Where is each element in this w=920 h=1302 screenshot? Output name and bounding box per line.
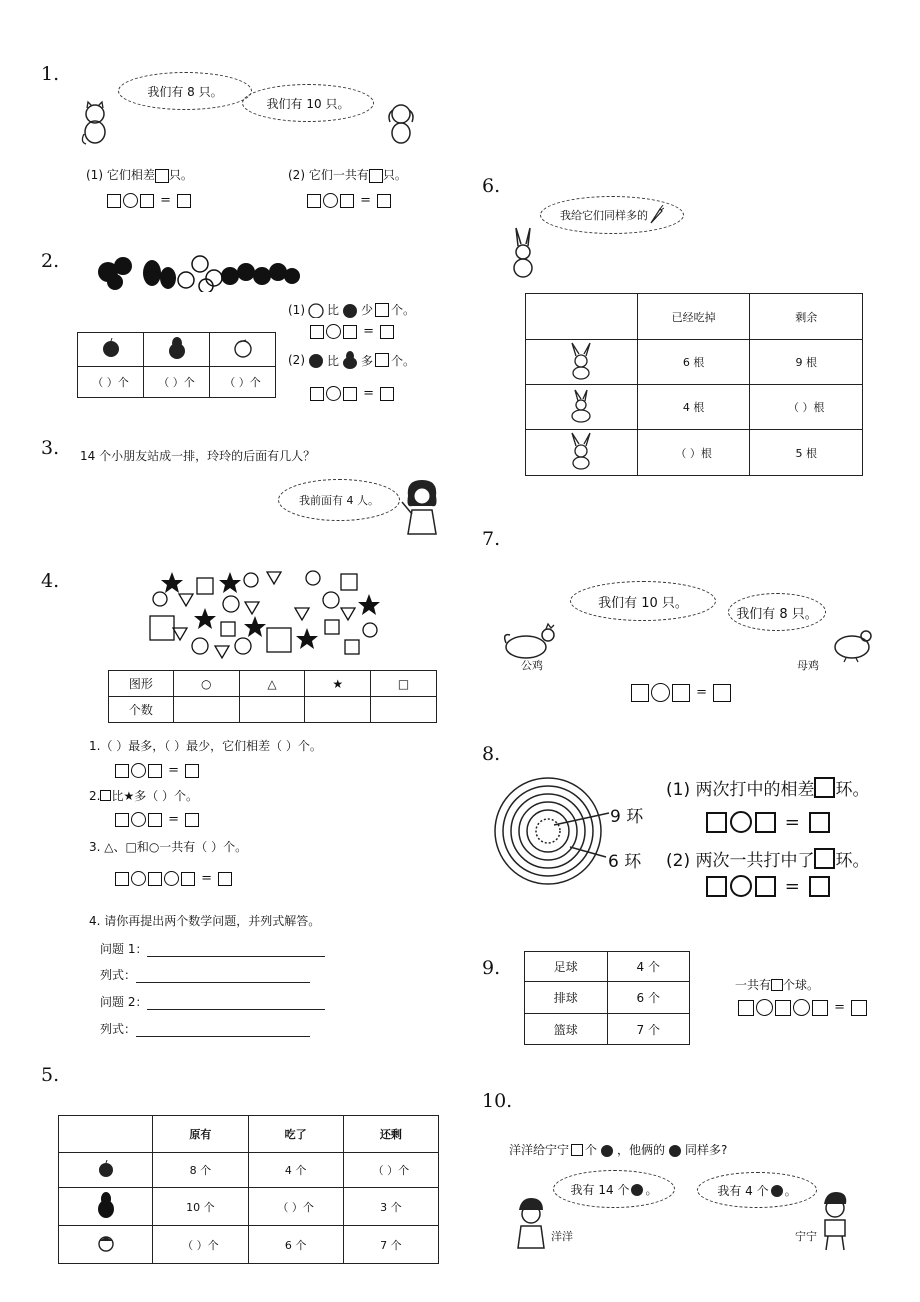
q1-equation-1: = <box>107 193 191 208</box>
equation-box[interactable] <box>713 684 731 702</box>
q8-equation-1: = <box>706 811 830 833</box>
operator-circle[interactable] <box>131 871 146 886</box>
q8-sub2: (2) 两次一共打中了 环。 <box>666 846 869 871</box>
shapes-illustration <box>145 566 385 662</box>
equation-box[interactable] <box>310 387 324 401</box>
star-shape <box>244 616 266 637</box>
q2-count-cell[interactable]: （ ）个 <box>210 367 276 398</box>
q9-equation: = <box>738 999 867 1016</box>
q5-answer-cell[interactable]: （ ）个 <box>153 1226 248 1264</box>
q2-count-cell[interactable]: （ ）个 <box>144 367 210 398</box>
cat-icon <box>78 100 112 146</box>
problem2-input[interactable] <box>147 997 325 1010</box>
fruit-group-illustration <box>96 246 302 292</box>
star-shape <box>358 594 380 615</box>
target-illustration <box>494 777 644 897</box>
q5-cell: 10 个 <box>153 1188 248 1226</box>
equation-box[interactable] <box>809 812 830 833</box>
apple-icon <box>769 1182 785 1198</box>
orange-icon <box>307 302 325 318</box>
circle-shape <box>323 592 339 608</box>
equation-box[interactable] <box>706 812 727 833</box>
q4-sub2: 2. 比★多（ ）个。 <box>89 788 199 803</box>
star-shape <box>194 608 216 629</box>
circle-symbol: ○ <box>173 671 239 697</box>
circle-shape <box>223 596 239 612</box>
operator-circle[interactable] <box>793 999 810 1016</box>
apple-icon <box>629 1181 645 1197</box>
apple-icon <box>100 338 122 358</box>
operator-circle[interactable] <box>730 875 752 897</box>
triangle-shape <box>245 602 259 614</box>
rabbit-icon <box>566 342 596 380</box>
pear-icon <box>96 1190 116 1220</box>
q5-cell: 3 个 <box>343 1188 438 1226</box>
square-shape <box>197 578 213 594</box>
equation-box[interactable] <box>775 1000 791 1016</box>
pear-icon <box>166 336 188 360</box>
q7-cloud-left: 我们有 10 只。 <box>570 581 716 621</box>
answer-box[interactable] <box>771 979 783 991</box>
operator-circle[interactable] <box>131 763 146 778</box>
triangle-shape <box>295 608 309 620</box>
operator-circle[interactable] <box>326 386 341 401</box>
q4-count-cell[interactable] <box>371 697 437 723</box>
q10-number: 10. <box>482 1090 513 1112</box>
q10-question: 洋洋给宁宁 个 ，他俩的 同样多? <box>509 1143 728 1157</box>
q5-cell: 4 个 <box>248 1153 343 1188</box>
q4-problem2-line: 问题 2： <box>100 993 325 1010</box>
answer-box[interactable] <box>375 353 389 367</box>
ring9-label: 9 环 <box>610 807 644 827</box>
dog-icon <box>384 100 418 146</box>
problem1-input[interactable] <box>147 944 325 957</box>
q5-header: 吃了 <box>248 1116 343 1153</box>
equation-box[interactable] <box>343 387 357 401</box>
triangle-shape <box>215 646 229 658</box>
square-symbol: □ <box>371 671 437 697</box>
square-symbol <box>100 790 111 801</box>
square-shape <box>341 574 357 590</box>
q9-number: 9. <box>482 957 501 979</box>
operator-circle[interactable] <box>131 812 146 827</box>
star-shape <box>296 628 318 649</box>
q2-equation-1: = <box>310 324 394 339</box>
equation-box[interactable] <box>218 872 232 886</box>
q2-number: 2. <box>41 250 60 272</box>
orange-cell <box>210 333 276 367</box>
q9-ball-count: 4 个 <box>607 952 690 982</box>
operator-circle[interactable] <box>326 324 341 339</box>
apple-icon <box>599 1142 615 1158</box>
yangyang-label: 洋洋 <box>551 1230 573 1243</box>
q1-cloud-left: 我们有 8 只。 <box>118 72 252 110</box>
q1-equation-2: = <box>307 193 391 208</box>
circle-shape <box>192 638 208 654</box>
equation-box[interactable] <box>107 194 121 208</box>
q7-cloud-right: 我们有 8 只。 <box>728 593 826 631</box>
triangle-symbol: △ <box>239 671 305 697</box>
answer-box[interactable] <box>155 169 169 183</box>
q9-question: 一共有 个球。 <box>735 978 820 992</box>
equation-box[interactable] <box>310 325 324 339</box>
equation-box[interactable] <box>851 1000 867 1016</box>
square-shape <box>325 620 339 634</box>
equation-box[interactable] <box>115 872 129 886</box>
star-shape <box>161 572 183 593</box>
q6-answer-cell[interactable]: （ ）根 <box>637 430 750 476</box>
q4-formula1-line: 列式： <box>100 966 310 983</box>
answer-box[interactable] <box>375 303 389 317</box>
q4-shape-table <box>108 670 437 723</box>
q6-cell: 9 根 <box>750 340 863 385</box>
q6-header: 已经吃掉 <box>637 294 750 340</box>
q4-count-cell[interactable] <box>305 697 371 723</box>
q6-row-icon <box>526 385 638 430</box>
q2-sub1: (1) 比 少 个。 <box>288 302 416 317</box>
equation-box[interactable] <box>812 1000 828 1016</box>
star-symbol: ★ <box>305 671 371 697</box>
q3-question: 14 个小朋友站成一排，玲玲的后面有几人？ <box>80 449 316 463</box>
q4-formula2-line: 列式： <box>100 1020 310 1037</box>
equation-box[interactable] <box>738 1000 754 1016</box>
equation-box[interactable] <box>185 764 199 778</box>
answer-box[interactable] <box>814 848 835 869</box>
formula2-input[interactable] <box>136 1024 310 1037</box>
apple-icon <box>96 1159 116 1179</box>
square-shape <box>150 616 174 640</box>
ring6-label: 6 环 <box>608 852 642 872</box>
rabbit-icon <box>566 389 596 423</box>
pear-cell <box>144 333 210 367</box>
answer-box[interactable] <box>814 777 835 798</box>
q4-count-label: 个数 <box>109 697 174 723</box>
equation-box[interactable] <box>809 876 830 897</box>
apple-icon <box>341 302 359 318</box>
pear-icon <box>341 350 359 370</box>
apple-icon <box>307 352 325 368</box>
q4-sub4: 4. 请你再提出两个数学问题，并列式解答。 <box>89 914 321 928</box>
operator-circle[interactable] <box>123 193 138 208</box>
q8-equation-2: = <box>706 875 830 897</box>
q1-number: 1. <box>41 63 60 85</box>
q5-row-icon <box>59 1226 153 1264</box>
equation-box[interactable] <box>115 813 129 827</box>
equation-box[interactable] <box>115 764 129 778</box>
q6-number: 6. <box>482 175 501 197</box>
q7-number: 7. <box>482 528 501 550</box>
square-shape <box>267 628 291 652</box>
girl-icon <box>398 476 446 538</box>
equation-box[interactable] <box>380 387 394 401</box>
circle-shape <box>363 623 377 637</box>
q1-cloud-right: 我们有 10 只。 <box>242 84 374 122</box>
star-shape <box>219 572 241 593</box>
equation-box[interactable] <box>631 684 649 702</box>
q4-head-label: 图形 <box>109 671 174 697</box>
q3-number: 3. <box>41 437 60 459</box>
q4-number: 4. <box>41 570 60 592</box>
q9-ball-name: 篮球 <box>525 1014 608 1045</box>
q9-ball-table <box>524 951 690 1045</box>
q9-ball-name: 足球 <box>525 952 608 982</box>
triangle-shape <box>341 608 355 620</box>
answer-box[interactable] <box>369 169 383 183</box>
operator-circle[interactable] <box>756 999 773 1016</box>
q9-ball-count: 6 个 <box>607 982 690 1014</box>
triangle-shape <box>179 594 193 606</box>
q1-part1: (1) 它们相差 只。 <box>86 168 193 182</box>
equation-box[interactable] <box>148 764 162 778</box>
operator-circle[interactable] <box>323 193 338 208</box>
operator-circle[interactable] <box>730 811 752 833</box>
equation-box[interactable] <box>340 194 354 208</box>
triangle-shape <box>173 628 187 640</box>
q4-sub3: 3. △、□和○一共有（ ）个。 <box>89 840 248 854</box>
operator-circle[interactable] <box>164 871 179 886</box>
q4-equation-1: = <box>115 763 199 778</box>
q2-sub2: (2) 比 多 个。 <box>288 350 415 370</box>
q4-equation-3: = <box>115 871 232 886</box>
circle-shape <box>244 573 258 587</box>
apple-icon <box>667 1142 683 1158</box>
q6-cell: 6 根 <box>637 340 750 385</box>
equation-box[interactable] <box>343 325 357 339</box>
circle-shape <box>306 571 320 585</box>
ningning-label: 宁宁 <box>795 1230 817 1243</box>
q5-number: 5. <box>41 1064 60 1086</box>
q5-row-icon <box>59 1153 153 1188</box>
q5-cell: 8 个 <box>153 1153 248 1188</box>
q5-header: 还剩 <box>343 1116 438 1153</box>
equation-box[interactable] <box>148 813 162 827</box>
q5-answer-cell[interactable]: （ ）个 <box>343 1153 438 1188</box>
boy-yangyang-icon <box>511 1196 551 1252</box>
circle-shape <box>153 592 167 606</box>
q8-number: 8. <box>482 743 501 765</box>
q4-count-cell[interactable] <box>173 697 239 723</box>
orange-icon <box>232 338 254 358</box>
q9-ball-name: 排球 <box>525 982 608 1014</box>
equation-box[interactable] <box>307 194 321 208</box>
q4-count-cell[interactable] <box>239 697 305 723</box>
rabbit-icon <box>508 226 538 278</box>
equation-box[interactable] <box>755 876 776 897</box>
q2-count-cell[interactable]: （ ）个 <box>78 367 144 398</box>
q2-equation-2: = <box>310 386 394 401</box>
q6-row-icon <box>526 340 638 385</box>
q5-cell: 6 个 <box>248 1226 343 1264</box>
q6-cell: 4 根 <box>637 385 750 430</box>
q5-row-icon <box>59 1188 153 1226</box>
q6-cell: 5 根 <box>750 430 863 476</box>
equation-box[interactable] <box>181 872 195 886</box>
equation-box[interactable] <box>185 813 199 827</box>
q10-cloud-left: 我有 14 个 。 <box>553 1170 675 1208</box>
carrot-icon <box>648 205 664 225</box>
q6-row-icon <box>526 430 638 476</box>
q5-cell: 7 个 <box>343 1226 438 1264</box>
q4-sub1: 1.（ ）最多，（ ）最少，它们相差（ ）个。 <box>89 739 322 753</box>
operator-circle[interactable] <box>651 683 670 702</box>
triangle-shape <box>267 572 281 584</box>
answer-box[interactable] <box>571 1144 583 1156</box>
q4-problem1-line: 问题 1： <box>100 940 325 957</box>
q10-cloud-right: 我有 4 个 。 <box>697 1172 817 1208</box>
equation-box[interactable] <box>755 812 776 833</box>
circle-shape <box>235 638 251 654</box>
q6-cloud: 我给它们同样多的 <box>540 196 684 234</box>
equation-box[interactable] <box>672 684 690 702</box>
formula1-input[interactable] <box>136 970 310 983</box>
square-shape <box>345 640 359 654</box>
q1-part2: (2) 它们一共有 只。 <box>288 168 407 182</box>
q6-carrot-table <box>525 293 863 476</box>
q2-fruit-table <box>77 332 276 398</box>
equation-box[interactable] <box>706 876 727 897</box>
q7-equation: = <box>631 683 731 702</box>
rabbit-icon <box>566 432 596 470</box>
equation-box[interactable] <box>380 325 394 339</box>
q5-header: 原有 <box>153 1116 248 1153</box>
q3-cloud: 我前面有 4 人。 <box>278 479 400 521</box>
equation-box[interactable] <box>148 872 162 886</box>
q8-sub1: (1) 两次打中的相差 环。 <box>666 775 869 800</box>
q9-ball-count: 7 个 <box>607 1014 690 1045</box>
q5-fruit-table <box>58 1115 439 1264</box>
equation-box[interactable] <box>177 194 191 208</box>
equation-box[interactable] <box>377 194 391 208</box>
rooster-label: 公鸡 <box>521 659 543 672</box>
peach-icon <box>95 1233 117 1253</box>
equation-box[interactable] <box>140 194 154 208</box>
hen-label: 母鸡 <box>797 659 819 672</box>
hen-icon <box>828 625 876 663</box>
q5-answer-cell[interactable]: （ ）个 <box>248 1188 343 1226</box>
q6-answer-cell[interactable]: （ ）根 <box>750 385 863 430</box>
square-shape <box>221 622 235 636</box>
boy-ningning-icon <box>814 1190 856 1252</box>
apple-cell <box>78 333 144 367</box>
q6-header: 剩余 <box>750 294 863 340</box>
q4-equation-2: = <box>115 812 199 827</box>
